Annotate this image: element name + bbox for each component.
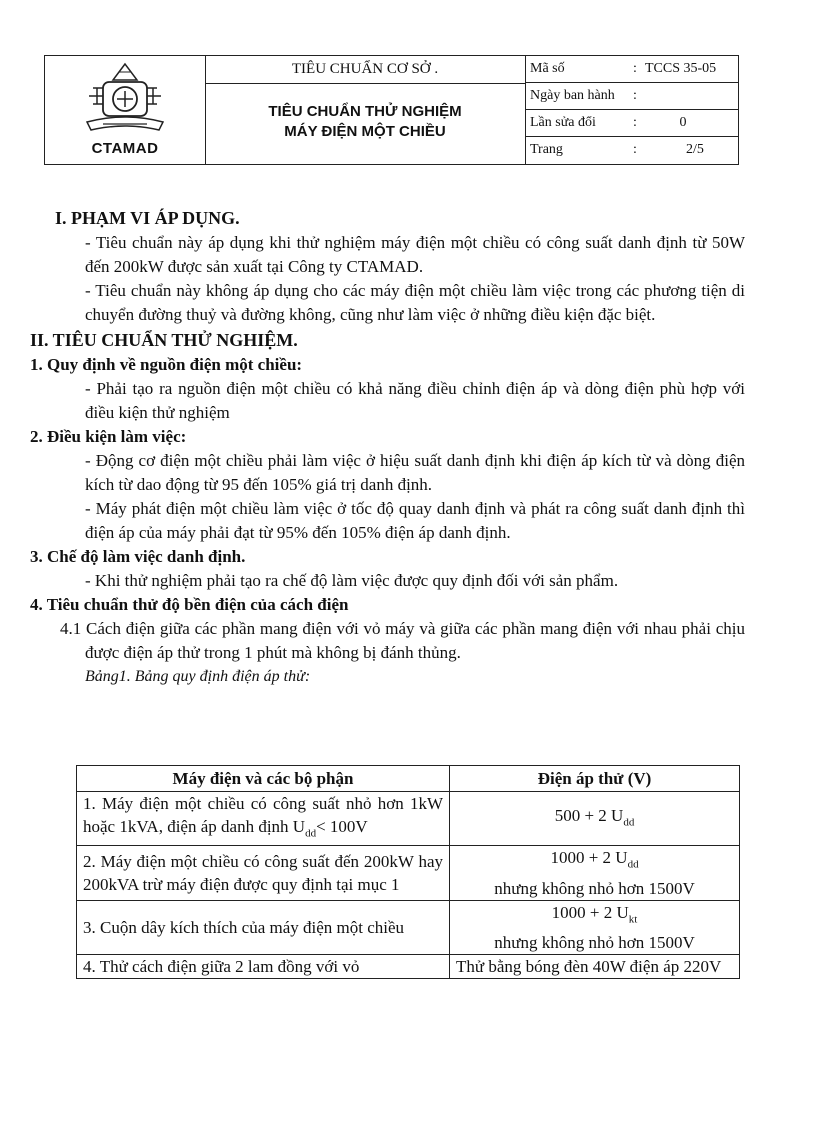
- table-cell: 4. Thử cách điện giữa 2 lam đồng với vỏ: [77, 955, 450, 979]
- subsection-heading: 1. Quy định về nguồn điện một chiều:: [30, 355, 303, 374]
- table-caption: Bảng1. Bảng quy định điện áp thử:: [85, 668, 311, 685]
- meta-sep: :: [633, 115, 637, 130]
- title-line-1: TIÊU CHUẨN THỬ NGHIỆM: [268, 103, 462, 120]
- paragraph: - Động cơ điện một chiều phải làm việc ở hiệu suất danh định khi điện áp kích từ và dòng điện kích từ dao động từ 95 đến 105% giá trị danh định.: [85, 451, 745, 494]
- logo-cell: [45, 56, 206, 164]
- subsection-heading: 2. Điều kiện làm việc:: [30, 427, 187, 446]
- table-header-row: [77, 766, 740, 792]
- standard-label: TIÊU CHUẨN CƠ SỞ .: [205, 56, 525, 84]
- document-body: [30, 205, 745, 689]
- meta-key: Trang: [530, 142, 563, 157]
- meta-value: TCCS 35-05: [645, 61, 717, 76]
- meta-value: 0: [679, 115, 687, 130]
- table-cell: 1. Máy điện một chiều có công suất nhỏ hơn 1kW hoặc 1kVA, điện áp danh định $U_{dd}< 100V$: [77, 792, 450, 846]
- paragraph: - Tiêu chuẩn này không áp dụng cho các máy điện một chiều làm việc trong các phương tiện di chuyển đường thuỷ và đường không, cũng như làm việc ở những điều kiện đặc biệt.: [85, 281, 745, 324]
- table-header: Máy điện và các bộ phận: [77, 766, 450, 792]
- meta-sep: :: [633, 142, 637, 157]
- document-title: [205, 84, 525, 142]
- meta-row-code: [525, 56, 738, 83]
- table-cell: Thử bằng bóng đèn 40W điện áp 220V: [450, 955, 740, 979]
- subsection-heading: 4. Tiêu chuẩn thử độ bền điện của cách điện: [30, 595, 349, 614]
- table-row: [77, 846, 740, 900]
- paragraph: - Máy phát điện một chiều làm việc ở tốc độ quay danh định và phát ra công suất danh định thì điện áp của máy phải đạt từ 95% đến 105% điện áp danh định.: [85, 499, 745, 542]
- table-cell: 500 + 2 $U_{dd}$: [450, 792, 740, 846]
- paragraph: - Tiêu chuẩn này áp dụng khi thử nghiệm máy điện một chiều có công suất danh định từ 50W đến 200kW được sản xuất tại Công ty CTAMAD.: [85, 233, 745, 276]
- table-cell: 1000 + 2 $U_{kt}$ nhưng không nhỏ hơn 1500V: [450, 900, 740, 954]
- table-cell: 1000 + 2 $U_{dd}$ nhưng không nhỏ hơn 1500V: [450, 846, 740, 900]
- paragraph: 4.1 Cách điện giữa các phần mang điện với vỏ máy và giữa các phần mang điện với nhau phải chịu được điện áp thử trong 1 phút mà không bị đánh thủng.: [60, 619, 745, 662]
- meta-row-issue-date: [525, 83, 738, 110]
- document-header: [44, 55, 739, 165]
- table-cell: 2. Máy điện một chiều có công suất đến 200kW hay 200kVA trừ máy điện được quy định tại mục 1: [77, 846, 450, 900]
- section-heading: I. PHẠM VI ÁP DỤNG.: [55, 208, 240, 228]
- title-line-2: MÁY ĐIỆN MỘT CHIỀU: [284, 123, 446, 140]
- company-logo-icon: [73, 62, 177, 138]
- meta-value: 2/5: [686, 142, 704, 157]
- paragraph: - Phải tạo ra nguồn điện một chiều có khả năng điều chỉnh điện áp và dòng điện phù hợp với điều kiện thử nghiệm: [85, 379, 745, 422]
- meta-row-revision: [525, 110, 738, 137]
- meta-key: Ngày ban hành: [530, 88, 615, 103]
- meta-cell: [525, 56, 738, 164]
- meta-key: Lần sửa đổi: [530, 115, 596, 130]
- meta-key: Mã số: [530, 61, 565, 76]
- table-header: Điện áp thử (V): [450, 766, 740, 792]
- table-row: [77, 955, 740, 979]
- table-row: [77, 900, 740, 954]
- meta-sep: :: [633, 88, 637, 103]
- meta-sep: :: [633, 61, 637, 76]
- section-heading: II. TIÊU CHUẨN THỬ NGHIỆM.: [30, 330, 298, 350]
- test-voltage-table: [76, 765, 740, 979]
- title-cell: [205, 56, 526, 164]
- paragraph: - Khi thử nghiệm phải tạo ra chế độ làm việc được quy định đối với sản phẩm.: [85, 571, 619, 590]
- table-cell: 3. Cuộn dây kích thích của máy điện một chiều: [77, 900, 450, 954]
- meta-row-page: [525, 137, 738, 165]
- company-name: CTAMAD: [91, 140, 159, 157]
- table-row: [77, 792, 740, 846]
- subsection-heading: 3. Chế độ làm việc danh định.: [30, 547, 246, 566]
